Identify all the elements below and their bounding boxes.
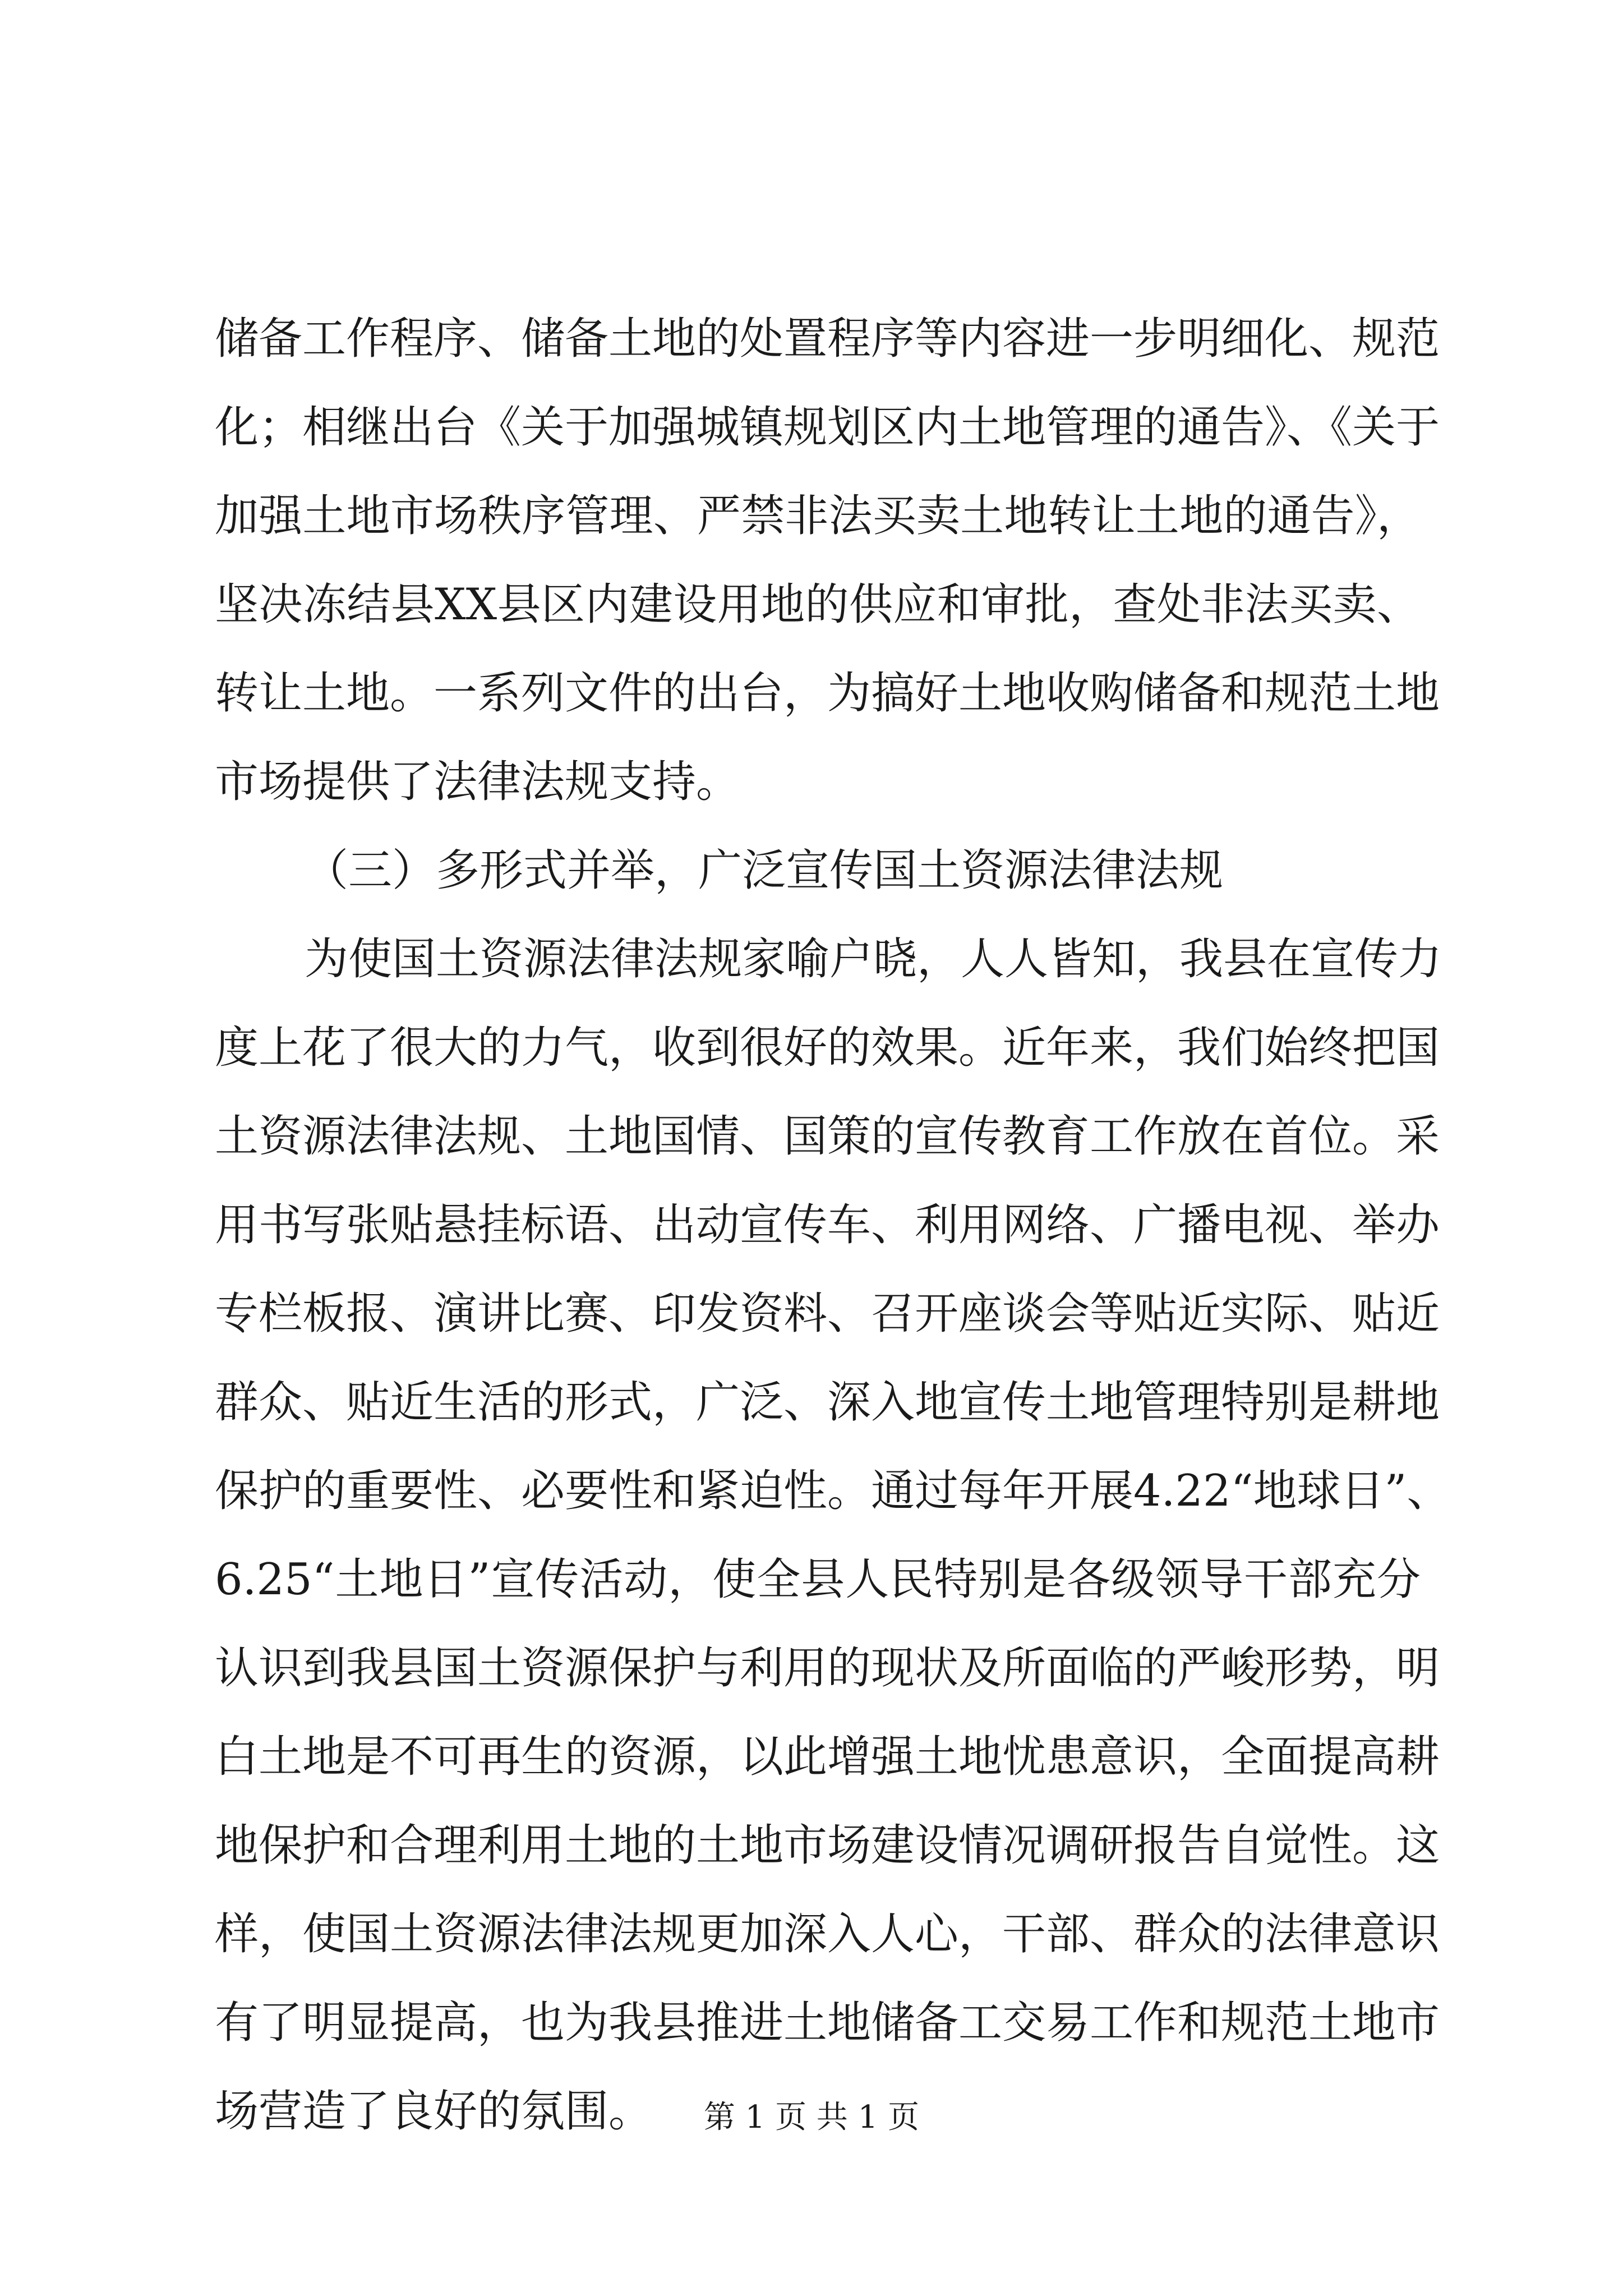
text-line: 场营造了良好的氛围。: [215, 2086, 653, 2137]
text-line: 白土地是不可再生的资源，以此增强土地忧患意识，全面提高耕: [215, 1732, 1440, 1782]
text-line: 度上花了很大的力气，收到很好的效果。近年来，我们始终把国: [215, 1023, 1440, 1073]
text-line: 群众、贴近生活的形式，广泛、深入地宣传土地管理特别是耕地: [215, 1377, 1440, 1428]
text-line: 地保护和合理利用土地的土地市场建设情况调研报告自觉性。这: [215, 1820, 1440, 1871]
text-line: 有了明显提高，也为我县推进土地储备工交易工作和规范土地市: [215, 1998, 1440, 2048]
section-heading: （三）多形式并举，广泛宣传国土资源法律法规: [305, 845, 1224, 896]
text-line: 样，使国土资源法律法规更加深入人心，干部、群众的法律意识: [215, 1909, 1440, 1959]
text-line: 转让土地。一系列文件的出台，为搞好土地收购储备和规范土地: [215, 668, 1440, 719]
document-body: [215, 295, 1451, 2156]
text-line: 为使国土资源法律法规家喻户晓，人人皆知，我县在宣传力: [305, 934, 1442, 984]
page-footer: 第 1 页 共 1 页: [703, 2099, 920, 2136]
text-line: 土资源法律法规、土地国情、国策的宣传教育工作放在首位。采: [215, 1111, 1440, 1162]
text-line: 储备工作程序、储备土地的处置程序等内容进一步明细化、规范: [215, 314, 1440, 364]
text-line: 用书写张贴悬挂标语、出动宣传车、利用网络、广播电视、举办: [215, 1200, 1440, 1250]
text-line: 坚决冻结县XX县区内建设用地的供应和审批，查处非法买卖、: [215, 579, 1421, 630]
text-line: 专栏板报、演讲比赛、印发资料、召开座谈会等贴近实际、贴近: [215, 1289, 1440, 1339]
text-line: 6.25“土地日”宣传活动，使全县人民特别是各级领导干部充分: [215, 1554, 1421, 1605]
text-line: 加强土地市场秩序管理、严禁非法买卖土地转让土地的通告》，: [215, 491, 1421, 541]
text-line: 化；相继出台《关于加强城镇规划区内土地管理的通告》、《关于: [215, 402, 1440, 453]
text-line: 市场提供了法律法规支持。: [215, 757, 740, 807]
text-line: 认识到我县国土资源保护与利用的现状及所面临的严峻形势，明: [215, 1643, 1440, 1694]
text-line: 保护的重要性、必要性和紧迫性。通过每年开展4.22“地球日”、: [215, 1466, 1451, 1516]
